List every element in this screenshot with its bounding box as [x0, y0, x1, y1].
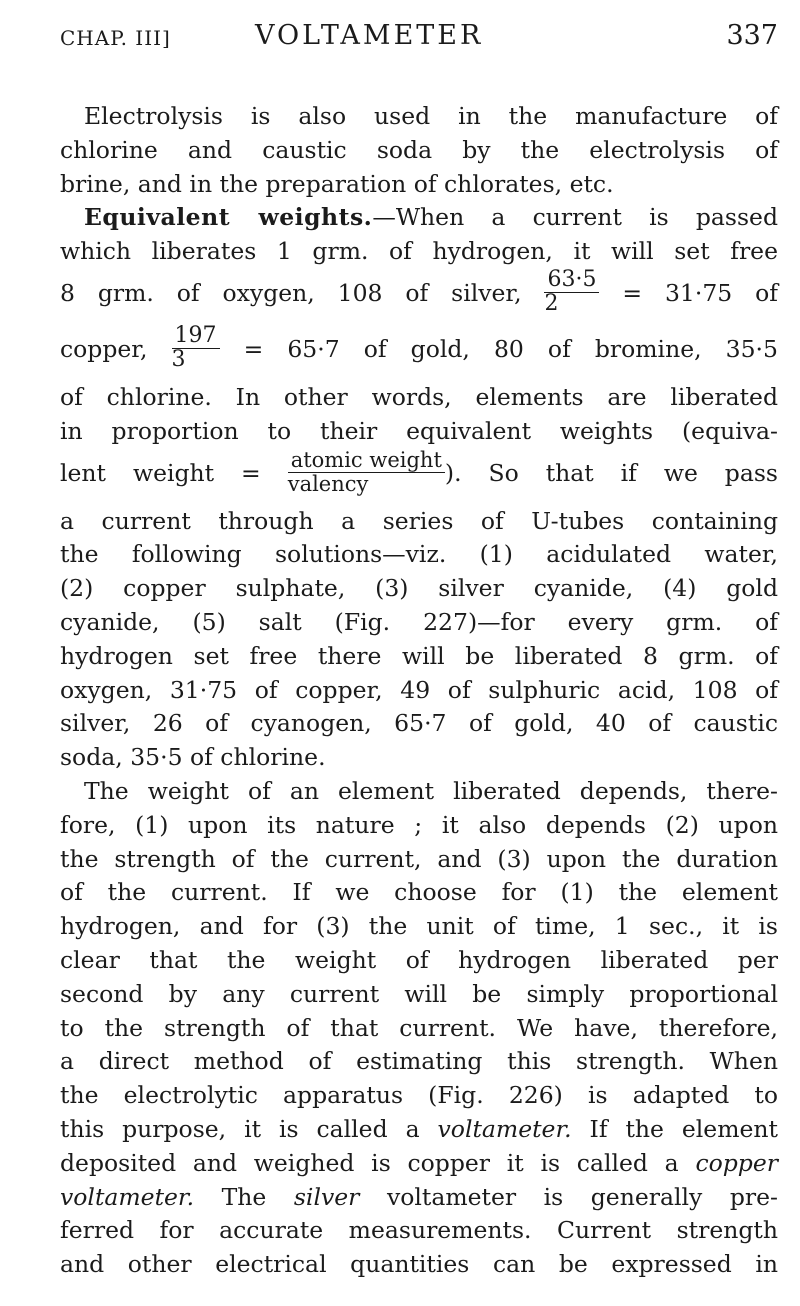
- fraction: $\frac{\text{atomic weight}}{\text{valency}}$: [288, 448, 445, 495]
- text-line: a direct method of estimating this strength. When: [60, 1047, 778, 1076]
- text-line: brine, and in the preparation of chlorates, etc.: [60, 169, 614, 198]
- text-line: the strength of the current, and (3) upon the duration: [60, 844, 778, 873]
- text-line: fore, (1) upon its nature ; it also depends (2) upon: [60, 810, 778, 839]
- text-line: deposited and weighed is copper it is called a copper: [60, 1148, 778, 1177]
- text-line: oxygen, 31·75 of copper, 49 of sulphuric acid, 108 of: [60, 675, 778, 704]
- text-line: which liberates 1 grm. of hydrogen, it will set free: [60, 237, 778, 266]
- section-heading: Equivalent weights.: [84, 203, 373, 232]
- text-line: clear that the weight of hydrogen liberated per: [60, 945, 778, 974]
- text-line: to the strength of that current. We have, therefore,: [60, 1013, 778, 1042]
- text-line: voltameter. The silver voltameter is generally pre-: [60, 1182, 778, 1211]
- text-line: and other electrical quantities can be expressed in: [60, 1250, 778, 1279]
- text-line: the following solutions—viz. (1) acidulated water,: [60, 540, 778, 569]
- text-line: hydrogen, and for (3) the unit of time, 1 sec., it is: [60, 912, 778, 941]
- text-line: ferred for accurate measurements. Current strength: [60, 1216, 778, 1245]
- text-line: of chlorine. In other words, elements are liberated: [60, 382, 778, 411]
- text-line-with-fraction: lent weight = $\frac{\text{atomic weight}}{\text{valency}}$ ). So that if we pass: [60, 447, 778, 496]
- text-line: chlorine and caustic soda by the electrolysis of: [60, 135, 778, 164]
- text-line-with-fraction: 8 grm. of oxygen, 108 of silver, $\frac{63\cdot 5}{2}$ = 31·75 of: [60, 266, 778, 316]
- italic-term: silver: [293, 1182, 360, 1211]
- fraction: $\frac{63\cdot 5}{2}$: [544, 268, 599, 315]
- fraction: $\frac{197}{3}$: [172, 324, 220, 371]
- text-line: this purpose, it is called a voltameter. If the element: [60, 1114, 778, 1143]
- running-header: [60, 20, 778, 60]
- text-line: second by any current will be simply proportional: [60, 979, 778, 1008]
- text-line-with-fraction: copper, $\frac{197}{3}$ = 65·7 of gold, 80 of bromine, 35·5: [60, 322, 778, 372]
- text-line: in proportion to their equivalent weights (equiva-: [60, 416, 778, 445]
- text-line: soda, 35·5 of chlorine.: [60, 743, 326, 772]
- chapter-label: CHAP. III]: [60, 26, 171, 50]
- text-line: silver, 26 of cyanogen, 65·7 of gold, 40 of caustic: [60, 709, 778, 738]
- text-line: of the current. If we choose for (1) the element: [60, 878, 778, 907]
- page-number: 337: [726, 20, 778, 51]
- text-line: the electrolytic apparatus (Fig. 226) is adapted to: [60, 1081, 778, 1110]
- text-line: a current through a series of U-tubes containing: [60, 506, 778, 535]
- italic-term: voltameter.: [437, 1114, 572, 1143]
- text-line: Electrolysis is also used in the manufacture of: [84, 102, 778, 130]
- text-line: cyanide, (5) salt (Fig. 227)—for every grm. of: [60, 607, 778, 636]
- running-title: VOLTAMETER: [255, 20, 484, 51]
- text-line: hydrogen set free there will be liberated 8 grm. of: [60, 641, 778, 670]
- text-line: (2) copper sulphate, (3) silver cyanide, (4) gold: [60, 574, 778, 603]
- body-text: [60, 100, 778, 1282]
- italic-term: copper: [695, 1148, 778, 1177]
- text-line: The weight of an element liberated depends, there-: [84, 776, 778, 805]
- italic-term: voltameter.: [60, 1182, 195, 1211]
- text-line: Equivalent weights.—When a current is passed: [84, 203, 778, 232]
